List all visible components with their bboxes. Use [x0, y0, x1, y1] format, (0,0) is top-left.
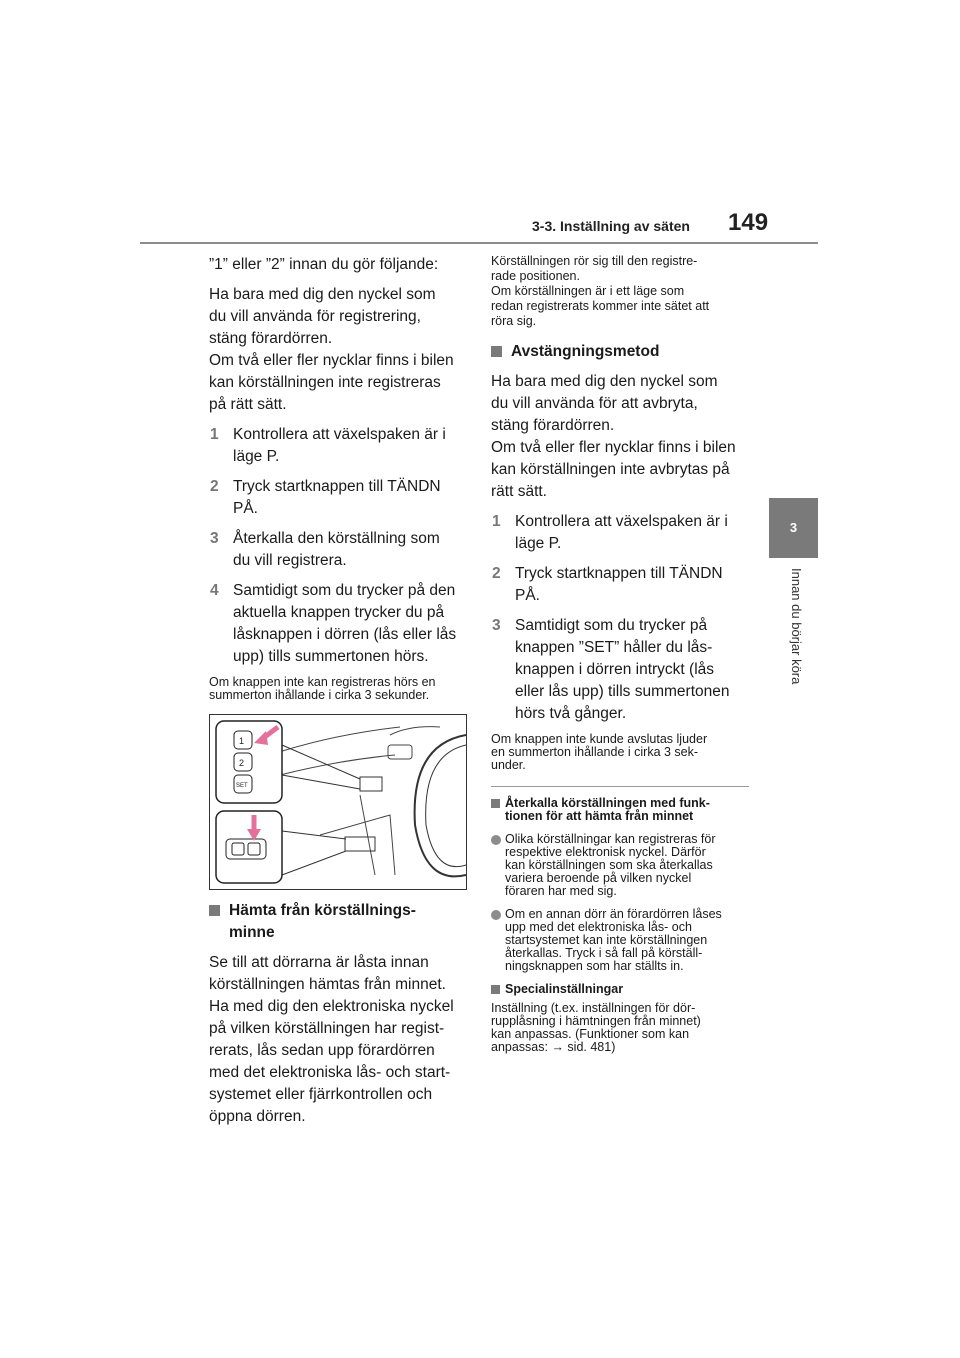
section-heading-recall: Hämta från körställnings- minne: [209, 900, 467, 944]
chapter-tab: 3: [769, 498, 818, 558]
header-rule: [140, 242, 818, 244]
subheading-recall-memory: Återkalla körställningen med funk- tionen för att hämta från minnet: [491, 797, 749, 823]
special-settings-text: Inställning (t.ex. inställningen för dör- rupplåsning i hämtningen från minnet) kan anpassas. (Funktioner som kan anpassas: → sid. 481): [491, 1001, 701, 1054]
svg-text:2: 2: [239, 758, 245, 768]
illustration-svg: [210, 715, 466, 889]
circle-bullet-icon: [491, 910, 501, 920]
left-column: [209, 254, 467, 1136]
step-3: 3 Återkalla den körställning som du vill registrera.: [210, 530, 440, 569]
section-title: 3-3. Inställning av säten: [532, 218, 690, 234]
page-number: 149: [728, 209, 769, 236]
right-column: [491, 254, 749, 1066]
step-2: 2 Tryck startknappen till TÄNDN PÅ.: [492, 565, 723, 604]
step-number: 2: [210, 478, 219, 495]
square-bullet-icon: [491, 799, 500, 808]
set-button-label: SET: [236, 783, 248, 789]
square-bullet-icon: [491, 985, 500, 994]
step-2: 2 Tryck startknappen till TÄNDN PÅ.: [210, 478, 441, 517]
square-bullet-icon: [491, 346, 502, 357]
right-top-note: Körställningen rör sig till den registre- rade positionen. Om körställningen är i ett läge som redan registrerats kommer inte sätet att röra sig.: [491, 254, 710, 328]
left-note: Om knappen inte kan registreras hörs en summerton ihållande i cirka 3 sekunder.: [209, 675, 436, 702]
square-bullet-icon: [209, 905, 220, 916]
chapter-label: Innan du börjar köra: [789, 568, 804, 685]
door-controls-illustration: [209, 714, 467, 890]
step-number: 2: [492, 565, 501, 582]
bullet-item: Olika körställningar kan registreras för respektive elektronisk nyckel. Därför kan körställningen som ska återkallas variera beroende på vilken nyckel föraren har med sig.: [491, 833, 749, 898]
circle-bullet-icon: [491, 835, 501, 845]
step-number: 1: [210, 426, 219, 443]
subheading-special-settings: Specialinställningar: [491, 983, 749, 996]
section-heading-cancel: Avstängningsmetod: [491, 341, 749, 363]
intro-text: ”1” eller ”2” innan du gör följande:: [209, 256, 439, 273]
right-note: Om knappen inte kunde avslutas ljuder en summerton ihållande i cirka 3 sek- under.: [491, 732, 708, 772]
step-number: 4: [210, 582, 219, 599]
step-number: 3: [492, 617, 501, 634]
bullet-item: Om en annan dörr än förardörren låses upp med det elektroniska lås- och startsystemet kan inte körställningen återkallas. Tryck i så fall på körställ- ningsknappen som har ställts in.: [491, 908, 749, 973]
right-paragraph-1: Ha bara med dig den nyckel som du vill använda för att avbryta, stäng förardörren. Om två eller fler nycklar finns i bilen kan körställningen inte avbrytas på rätt sätt.: [491, 373, 736, 500]
svg-text:1: 1: [239, 736, 245, 746]
divider: [491, 786, 749, 787]
step-4: 4 Samtidigt som du trycker på den aktuella knappen trycker du på låsknappen i dörren (lås eller lås upp) tills summertonen hörs.: [210, 582, 457, 665]
step-3: 3 Samtidigt som du trycker på knappen ”SET” håller du lås- knappen i dörren intryckt (lås eller lås upp) tills summertonen hörs två gånger.: [492, 617, 730, 722]
step-number: 3: [210, 530, 219, 547]
step-1: 1 Kontrollera att växelspaken är i läge P.: [492, 513, 728, 552]
left-paragraph-1: Ha bara med dig den nyckel som du vill använda för registrering, stäng förardörren. Om två eller fler nycklar finns i bilen kan körställningen inte registreras på rätt sätt.: [209, 286, 454, 413]
step-number: 1: [492, 513, 501, 530]
left-paragraph-2: Se till att dörrarna är låsta innan körställningen hämtas från minnet. Ha med dig den elektroniska nyckel på vilken körställningen har regist- rerats, lås sedan upp förardörren med det elektroniska lås- och start- systemet eller fjärrkontrollen och öppna dörren.: [209, 954, 454, 1125]
step-1: 1 Kontrollera att växelspaken är i läge P.: [210, 426, 446, 465]
